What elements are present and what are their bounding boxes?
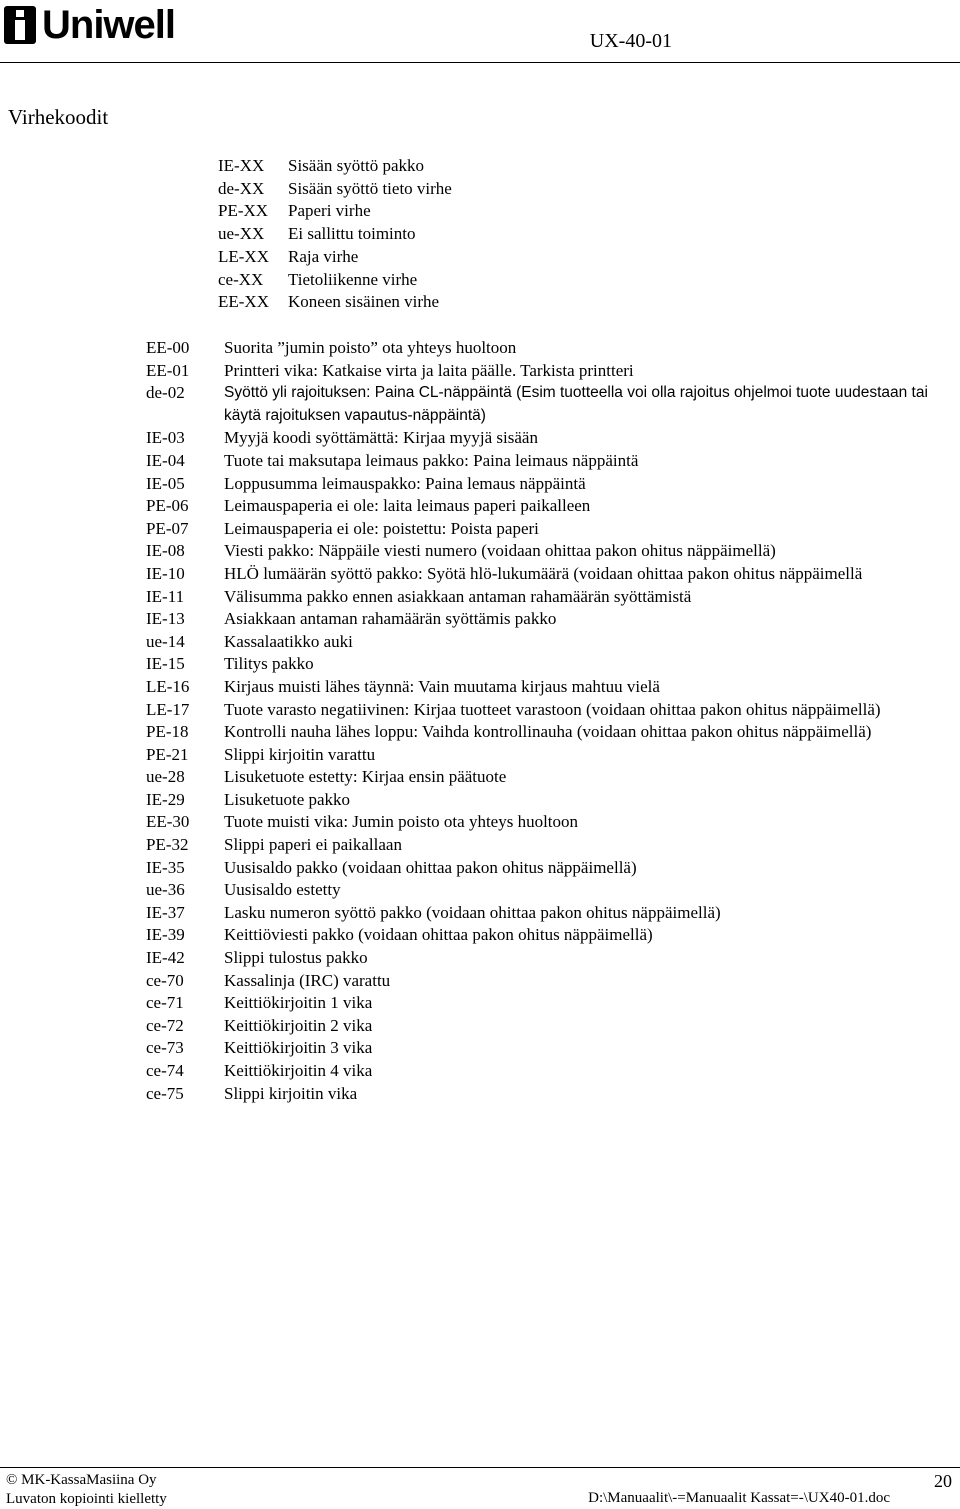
error-description: Lisuketuote pakko [224,789,351,809]
footer-left [6,1471,167,1509]
error-description: Lasku numeron syöttö pakko (voidaan ohittaa pakon ohitus näppäimellä) [224,902,721,922]
error-row [140,450,940,473]
error-row [140,518,940,541]
code-type-code: LE-XX [218,246,269,266]
error-code: PE-06 [146,496,189,516]
error-description: Välisumma pakko ennen asiakkaan antaman rahamäärän syöttämistä [224,586,692,606]
error-row [140,653,940,676]
page-number: 20 [934,1471,952,1491]
error-code: ce-70 [146,970,184,990]
copyright-text: © MK-KassaMasiina Oy [6,1472,157,1488]
error-description: Myyjä koodi syöttämättä: Kirjaa myyjä sisään [224,428,538,448]
error-row [140,902,940,925]
code-type-row [218,269,452,292]
error-code-list [140,337,940,1105]
error-code: IE-15 [146,654,185,674]
error-description: Tuote tai maksutapa leimaus pakko: Paina leimaus näppäintä [224,450,639,470]
error-description: Keittiökirjoitin 2 vika [224,1015,373,1035]
error-row [140,924,940,947]
error-description: Kassalinja (IRC) varattu [224,970,391,990]
error-description: Leimauspaperia ei ole: laita leimaus paperi paikalleen [224,496,591,516]
error-row [140,970,940,993]
code-type-desc: Sisään syöttö pakko [288,156,424,175]
error-description: Keittiöviesti pakko (voidaan ohittaa pakon ohitus näppäimellä) [224,925,653,945]
error-row [140,699,940,722]
error-description: HLÖ lumäärän syöttö pakko: Syötä hlö-lukumäärä (voidaan ohittaa pakon ohitus näppäimellä [224,563,863,583]
error-code: PE-32 [146,835,189,855]
code-type-code: de-XX [218,178,265,198]
error-description: Loppusumma leimauspakko: Paina lemaus näppäintä [224,473,586,493]
error-row [140,608,940,631]
error-code: IE-04 [146,450,185,470]
error-description: Suorita ”jumin poisto” ota yhteys huoltoon [224,338,517,357]
error-row [140,947,940,970]
error-description: Slippi kirjoitin varattu [224,744,376,764]
error-description: Viesti pakko: Näppäile viesti numero (voidaan ohittaa pakon ohitus näppäimellä) [224,541,776,561]
error-code: EE-30 [146,812,190,832]
error-row [140,1060,940,1083]
error-code: PE-18 [146,722,189,742]
error-row [140,879,940,902]
error-description: Keittiökirjoitin 3 vika [224,1038,373,1058]
copy-notice: Luvaton kopiointi kielletty [6,1491,167,1507]
code-type-desc: Paperi virhe [288,201,371,221]
error-description: Slippi kirjoitin vika [224,1083,358,1103]
error-row [140,427,940,450]
error-row [140,1015,940,1038]
error-row [140,586,940,609]
error-description: Tuote muisti vika: Jumin poisto ota yhteys huoltoon [224,812,579,832]
error-row [140,992,940,1015]
error-row [140,1037,940,1060]
file-path: D:\Manuaalit\-=Manuaalit Kassat=-\UX40-01.doc [588,1490,890,1506]
code-type-row [218,155,452,178]
error-code: IE-42 [146,948,185,968]
error-row [140,337,940,360]
error-description: Tuote varasto negatiivinen: Kirjaa tuotteet varastoon (voidaan ohittaa pakon ohitus näppäimellä) [224,699,881,719]
error-description: Printteri vika: Katkaise virta ja laita päälle. Tarkista printteri [224,360,634,380]
error-code: IE-29 [146,789,185,809]
error-code: EE-01 [146,360,190,380]
footer-divider [0,1467,960,1468]
error-row [140,495,940,518]
error-description: Kirjaus muisti lähes täynnä: Vain muutama kirjaus mahtuu vielä [224,676,660,696]
error-description: Kassalaatikko auki [224,631,353,651]
error-code: PE-07 [146,518,189,538]
error-code: ue-28 [146,767,185,787]
error-code: ue-36 [146,880,185,900]
error-row [140,360,940,383]
uniwell-logo [2,0,175,50]
error-row [140,721,940,744]
error-code: EE-00 [146,338,190,357]
error-code: ce-74 [146,1061,184,1080]
error-code: IE-13 [146,609,185,629]
code-type-code: ce-XX [218,269,264,289]
error-code: IE-10 [146,563,185,583]
error-description: Slippi tulostus pakko [224,948,368,968]
error-description: Keittiökirjoitin 4 vika [224,1061,373,1080]
error-description: Uusisaldo estetty [224,880,341,900]
code-type-row [218,246,452,269]
error-code: LE-17 [146,699,190,719]
code-type-row [218,291,452,314]
code-type-code: ue-XX [218,224,265,244]
error-code: IE-39 [146,925,185,945]
error-row [140,563,940,586]
error-code: ce-72 [146,1015,184,1035]
error-code: ce-73 [146,1038,184,1058]
code-type-row [218,200,452,223]
error-row [140,834,940,857]
header-divider [0,62,960,63]
error-row [140,473,940,496]
code-type-row [218,178,452,201]
code-type-row [218,223,452,246]
error-code: IE-08 [146,541,185,561]
error-description: Tilitys pakko [224,654,314,674]
error-row [140,789,940,812]
error-code: IE-05 [146,473,185,493]
error-description: Slippi paperi ei paikallaan [224,835,402,855]
error-code: ce-75 [146,1083,184,1103]
brand-name: Uniwell [42,3,176,47]
error-code: PE-21 [146,744,189,764]
error-row [140,811,940,834]
document-code: UX-40-01 [589,30,672,52]
error-description: Syöttö yli rajoituksen: Paina CL-näppäintä (Esim tuotteella voi olla rajoitus ohjelmoi tuote uudestaan tai käytä rajoituksen vapautus-näppäintä) [224,384,928,424]
error-description: Lisuketuote estetty: Kirjaa ensin päätuote [224,767,507,787]
code-type-desc: Sisään syöttö tieto virhe [288,178,452,198]
logo-mark-icon [2,4,38,46]
error-row [140,676,940,699]
error-description: Keittiökirjoitin 1 vika [224,993,373,1013]
code-type-desc: Tietoliikenne virhe [288,269,418,289]
error-code: IE-37 [146,902,185,922]
error-description: Leimauspaperia ei ole: poistettu: Poista paperi [224,518,539,538]
error-row [140,857,940,880]
error-code: ce-71 [146,993,184,1013]
code-type-code: EE-XX [218,292,269,312]
code-type-desc: Koneen sisäinen virhe [288,292,440,312]
code-type-desc: Ei sallittu toiminto [288,224,416,244]
error-row [140,744,940,767]
error-code: ue-14 [146,631,185,651]
error-row [140,540,940,563]
error-code: LE-16 [146,676,190,696]
error-row [140,382,940,427]
page-header [0,0,960,64]
error-code: IE-35 [146,857,185,877]
error-row [140,1083,940,1106]
error-row [140,631,940,654]
code-type-code: IE-XX [218,156,265,175]
error-code: IE-03 [146,428,185,448]
error-description: Uusisaldo pakko (voidaan ohittaa pakon ohitus näppäimellä) [224,857,637,877]
code-type-code: PE-XX [218,201,269,221]
error-description: Kontrolli nauha lähes loppu: Vaihda kontrollinauha (voidaan ohittaa pakon ohitus näppäimellä) [224,722,872,742]
error-row [140,766,940,789]
code-type-desc: Raja virhe [288,246,359,266]
section-title: Virhekoodit [8,105,109,129]
error-description: Asiakkaan antaman rahamäärän syöttämis pakko [224,609,557,629]
code-type-list [218,155,452,314]
error-code: IE-11 [146,586,185,606]
error-code: de-02 [146,383,185,403]
